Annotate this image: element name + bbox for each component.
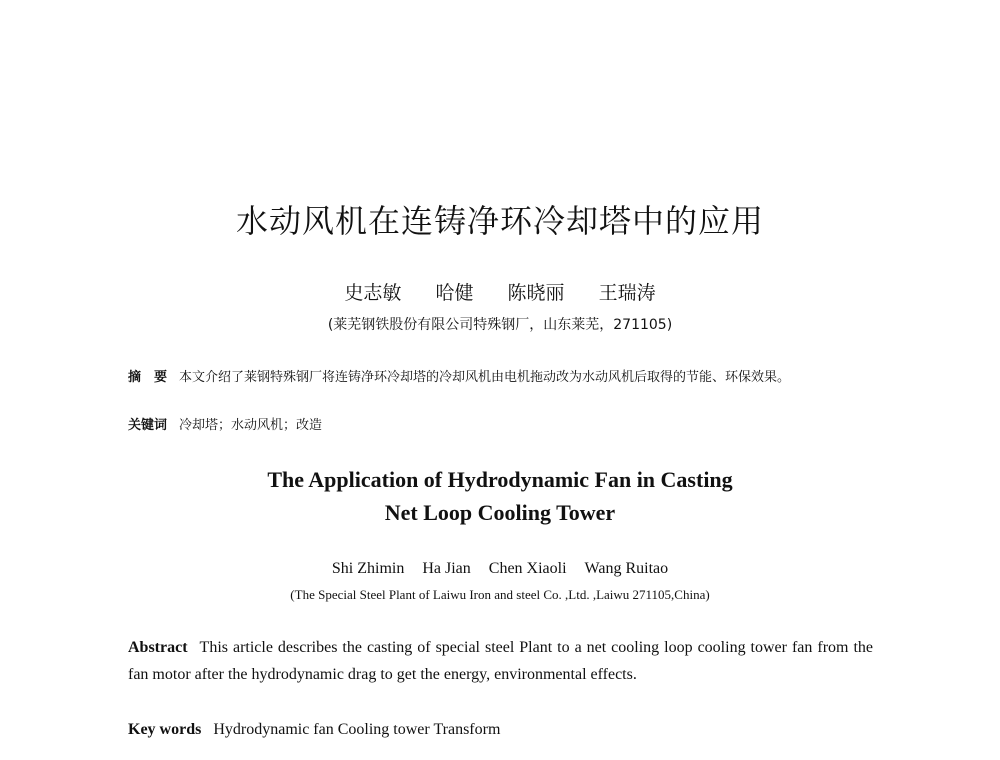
english-author: Wang Ruitao bbox=[584, 560, 669, 577]
chinese-author: 哈健 bbox=[435, 282, 474, 304]
chinese-abstract-text: 本文介绍了莱钢特殊钢厂将连铸净环冷却塔的冷却风机由电机拖动改为水动风机后取得的节能、环保效果。 bbox=[179, 370, 791, 385]
english-authors bbox=[0, 560, 1000, 578]
chinese-abstract-label: 摘 要 bbox=[128, 370, 168, 385]
english-keywords-label: Key words bbox=[128, 721, 202, 738]
chinese-keywords-label: 关键词 bbox=[128, 418, 168, 433]
english-title bbox=[0, 463, 1000, 529]
english-abstract-label: Abstract bbox=[128, 639, 188, 656]
english-title-line-2: Net Loop Cooling Tower bbox=[384, 500, 616, 525]
chinese-keywords bbox=[128, 414, 873, 438]
english-author: Ha Jian bbox=[422, 560, 471, 577]
english-title-line-1: The Application of Hydrodynamic Fan in Casting bbox=[267, 467, 733, 492]
chinese-abstract bbox=[128, 366, 873, 390]
english-keywords-text: Hydrodynamic fan Cooling tower Transform bbox=[213, 721, 501, 738]
chinese-author: 史志敏 bbox=[344, 282, 402, 304]
english-affiliation: (The Special Steel Plant of Laiwu Iron and steel Co. ,Ltd. ,Laiwu 271105,China) bbox=[290, 587, 710, 602]
chinese-author: 王瑞涛 bbox=[598, 282, 656, 304]
english-abstract bbox=[128, 634, 873, 688]
chinese-authors bbox=[0, 278, 1000, 305]
chinese-title: 水动风机在连铸净环冷却塔中的应用 bbox=[235, 202, 764, 240]
chinese-keywords-text: 冷却塔；水动风机；改造 bbox=[179, 418, 323, 433]
english-author: Chen Xiaoli bbox=[488, 560, 567, 577]
chinese-affiliation: (莱芜钢铁股份有限公司特殊钢厂，山东莱芜，271105) bbox=[327, 317, 673, 333]
english-author: Shi Zhimin bbox=[331, 560, 405, 577]
english-keywords bbox=[128, 716, 873, 743]
chinese-author: 陈晓丽 bbox=[507, 282, 565, 304]
english-abstract-text: This article describes the casting of special steel Plant to a net cooling loop cooling tower fan from the fan motor after the hydrodynamic drag to get the energy, environmental effects. bbox=[128, 639, 873, 683]
